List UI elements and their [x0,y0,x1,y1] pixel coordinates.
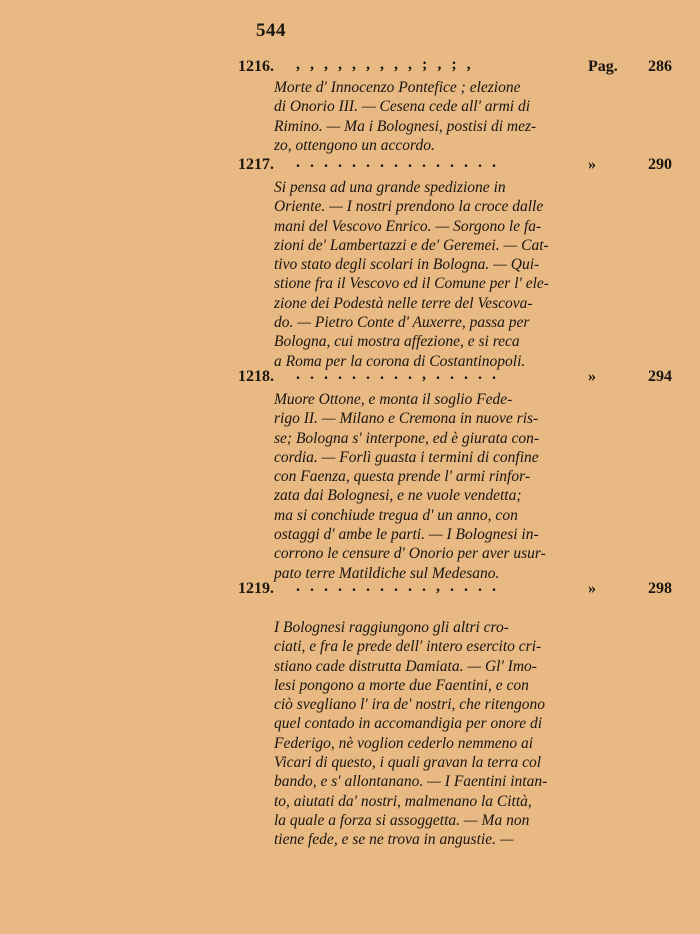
page-ref-label: » [588,580,596,597]
entry-heading [238,580,678,602]
text-line: rigo II. — Milano e Cremona in nuove ris- [274,410,539,428]
text-line: stione fra il Vescovo ed il Comune per l' ele- [274,275,549,293]
page-reference [588,368,672,386]
page-reference [588,156,672,174]
text-line: tiene fede, e se ne trova in angustie. — [274,831,514,849]
page-reference [588,580,672,598]
text-line: con Faenza, questa prende l' armi rinfor- [274,468,530,486]
text-line: mani del Vescovo Enrico. — Sorgono le fa- [274,217,542,235]
text-line: stiano cade distrutta Damiata. — Gl' Imo- [274,657,537,675]
page-ref-label: Pag. [588,58,618,75]
entry-summary [274,78,666,155]
text-line: ciò svegliano l' ira de' nostri, che ritengono [274,696,545,714]
text-line: Muore Ottone, e monta il soglio Fede- [274,391,513,408]
page-ref-number: 286 [648,58,672,75]
text-line: zo, ottengono un accordo. [274,136,435,154]
page-ref-number: 298 [648,580,672,597]
entry-heading [238,156,678,178]
entry-summary [274,618,666,850]
text-line: ma si conchiude tregua d' un anno, con [274,506,518,524]
entry-heading [238,368,678,390]
text-line: Vicari di questo, i quali gravan la terra col [274,754,542,772]
text-line: cordia. — Forlì guasta i termini di confine [274,448,539,466]
text-line: Si pensa ad una grande spedizione in [274,179,506,196]
text-line: bando, e s' allontanano. — I Faentini intan- [274,773,548,791]
page-ref-number: 294 [648,368,672,385]
entry-year: 1216. [238,58,274,75]
text-line: zioni de' Lambertazzi e de' Geremei. — Cat- [274,236,549,254]
entry-summary [274,390,666,583]
text-line: Oriente. — I nostri prendono la croce dalle [274,198,544,216]
text-line: Morte d' Innocenzo Pontefice ; elezione [274,79,521,96]
entry-1216 [238,58,678,155]
text-line: quel contado in accomandigia per onore di [274,715,543,733]
text-line: di Onorio III. — Cesena cede all' armi di [274,98,531,116]
page-ref-label: » [588,156,596,173]
text-line: Rimino. — Ma i Bolognesi, postisi di mez- [274,117,537,135]
page-ref-number: 290 [648,156,672,173]
text-line: Bologna, cui mostra affezione, e si reca [274,333,520,351]
leader-dots: , , , , , , , , , ; , ; , [296,56,474,73]
text-line: zata dai Bolognesi, e ne vuole vendetta; [274,487,522,505]
text-line: Federigo, nè voglion cederlo nemmeno ai [274,734,534,752]
text-line: corrono le censure d' Onorio per aver usur- [274,545,546,563]
text-line: lesi pongono a morte due Faentini, e con [274,676,529,694]
entry-year: 1217. [238,156,274,173]
entry-summary [274,178,666,371]
leader-dots: . . . . . . . . . . , . . . . [296,578,499,595]
text-line: ostaggi d' ambe le parti. — I Bolognesi in- [274,526,539,544]
leader-dots: . . . . . . . . . . . . . . . [296,154,499,171]
text-line: to, aiutati da' nostri, malmenano la Città, [274,792,532,810]
text-line: pato terre Matildiche sul Medesano. [274,564,500,582]
page-number: 544 [256,20,286,41]
leader-dots: . . . . . . . . . , . . . . . [296,366,499,383]
text-line: zione dei Podestà nelle terre del Vescova- [274,294,533,312]
text-line: la quale a forza si assoggetta. — Ma non [274,811,530,829]
page-reference [588,58,672,76]
page-ref-label: » [588,368,596,385]
entry-1219 [238,580,678,850]
entry-heading [238,58,678,80]
text-line: I Bolognesi raggiungono gli altri cro- [274,619,509,636]
text-line: ciati, e fra le prede dell' intero esercito cri- [274,638,542,656]
entry-year: 1218. [238,368,274,385]
text-line: a Roma per la corona di Costantinopoli. [274,352,526,370]
entry-1217 [238,156,678,371]
entry-1218 [238,368,678,583]
text-line: do. — Pietro Conte d' Auxerre, passa per [274,314,530,332]
text-line: se; Bologna s' interpone, ed è giurata con- [274,429,540,447]
entry-year: 1219. [238,580,274,597]
text-line: tivo stato degli scolari in Bologna. — Qui- [274,256,540,274]
